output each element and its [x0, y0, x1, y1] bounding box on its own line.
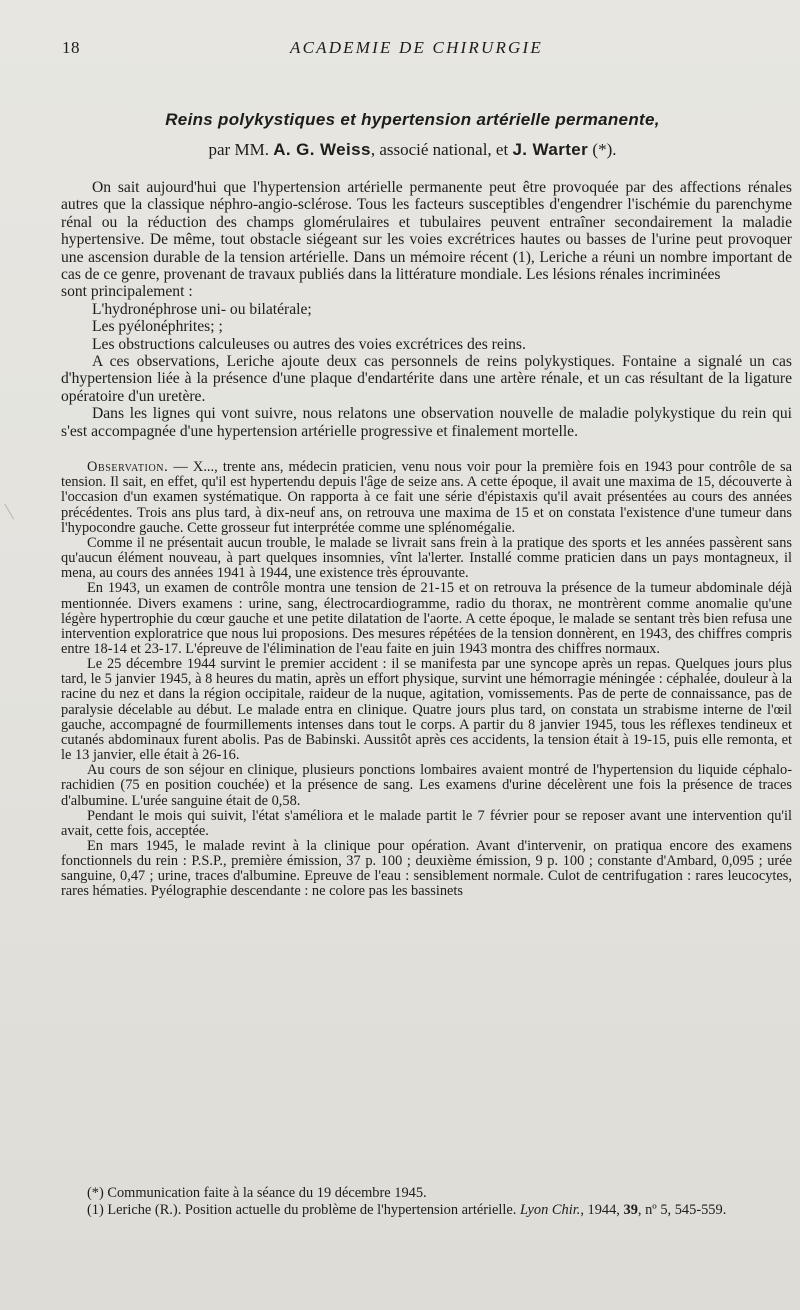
- article-body: [61, 179, 792, 900]
- observation-paragraph-6: Pendant le mois qui suivit, l'état s'améliora et le malade partit le 7 février pour se reposer avant une intervention qu'il avait, cette fois, acceptée.: [61, 807, 792, 839]
- intro-paragraph-2: A ces observations, Leriche ajoute deux cas personnels de reins polykystiques. Fontaine a signalé un cas d'hypertension liée à la présence d'une plaque d'endartérite dans une artère rénale, et un cas résultant de la ligature opératoire d'un uretère.: [61, 353, 792, 405]
- footnotes: [61, 1185, 792, 1218]
- footnote-2-journal: Lyon Chir.: [519, 1201, 581, 1218]
- lesion-list-item-3: Les obstructions calculeuses ou autres des voies excrétrices des reins.: [92, 335, 526, 353]
- observation-paragraph-1: [61, 460, 792, 536]
- article-title: Reins polykystiques et hypertension artérielle permanente,: [165, 110, 660, 129]
- observation-paragraph-4: Le 25 décembre 1944 survint le premier accident : il se manifesta par une syncope après un repas. Quelques jours plus tard, le 5 janvier 1945, à 8 heures du matin, après un effort physique, survint une hémorragie méningée : céphalée, douleur à la racine du nez et dans la région occipitale, raideur de la nuque, agitation, vomissements. Pas de perte de connaissance, pas de paralysie décelable au début. Le malade entra en clinique. Quatre jours plus tard, on constata un strabisme interne de l'œil gauche, accompagné de fourmillements intenses dans tout le corps. A partir du 8 janvier 1945, tous les réflexes tendineux et cutanés abdominaux furent abolis. Pas de Babinski. Aussitôt après ces accidents, la tension était à 19-15, puis elle remonta, et le 13 janvier, elle était à 26-16.: [61, 656, 792, 764]
- footnote-1: (*) Communication faite à la séance du 19 décembre 1945.: [87, 1185, 427, 1201]
- observation-paragraph-1-text: — X..., trente ans, médecin praticien, venu nous voir pour la première fois en 1943 pour contrôle de sa tension. Il sait, en effet, qu'il est hypertendu depuis l'âge de seize ans. A cette époque, il avait une maxima de 15, découverte à l'occasion d'un examen systématique. On rapporta à ce fait une série d'épistaxis qu'il avait présentées au cours des années précédentes. Trois ans plus tard, à dix-neuf ans, on retrouva une maxima de 15 et on constata l'existence d'une tumeur dans l'hypocondre gauche. Cette grosseur fut interprétée comme une splénomégalie.: [61, 459, 792, 536]
- byline-prefix: par MM.: [208, 140, 274, 159]
- page-header: [62, 38, 770, 62]
- footnote-2-volume: 39: [623, 1201, 638, 1218]
- byline-suffix: (*).: [588, 140, 617, 159]
- footnote-2-end: , nº 5, 545-559.: [637, 1201, 727, 1218]
- introduction: [61, 179, 792, 440]
- intro-paragraph-1: On sait aujourd'hui que l'hypertension artérielle permanente peut être provoquée par des affections rénales autres que la classique néphro-angio-sclérose. Tous les facteurs susceptibles d'engendrer l'ischémie du parenchyme rénal ou la réduction des champs glomérulaires et tubulaires peuvent entraîner secondairement la maladie hypertensive. De même, tout obstacle siégeant sur les voies excrétrices hautes ou basses de l'urine peut provoquer une ascension durable de la tension artérielle. Dans un mémoire récent (1), Leriche a réuni un nombre important de cas de ce genre, provenant de travaux publiés dans la littérature mondiale. Les lésions rénales incriminées: [61, 179, 792, 284]
- intro-paragraph-3: Dans les lignes qui vont suivre, nous relatons une observation nouvelle de maladie polykystique du rein qui s'est accompagnée d'une hypertension artérielle progressive et finalement mortelle.: [61, 405, 792, 440]
- observation-paragraph-2: Comme il ne présentait aucun trouble, le malade se livrait sans frein à la pratique des sports et les années passèrent sans qu'aucun élément nouveau, à part quelques insomnies, vînt la'lerter. Installé comme praticien dans un pays montagneux, il mena, au cours des années 1941 à 1944, une existence très éprouvante.: [61, 534, 792, 582]
- observation-paragraph-5: Au cours de son séjour en clinique, plusieurs ponctions lombaires avaient montré de l'hypertension du liquide céphalo-rachidien (75 en position couchée) et la présence de sang. Les examens d'urine décelèrent une fois la présence de traces d'albumine. L'urée sanguine était de 0,58.: [61, 762, 792, 809]
- lesion-list-item-2: Les pyélonéphrites; ;: [92, 318, 223, 336]
- intro-paragraph-1-end: sont principalement :: [61, 283, 193, 301]
- footnote-2-start: (1) Leriche (R.). Position actuelle du problème de l'hypertension artérielle.: [87, 1201, 520, 1218]
- article-byline: [60, 140, 765, 160]
- observation-paragraph-7: En mars 1945, le malade revint à la clinique pour opération. Avant d'intervenir, on pratiqua encore des examens fonctionnels du rein : P.S.P., première émission, 37 p. 100 ; deuxième émission, 9 p. 100 ; constante d'Ambard, 0,095 ; urée sanguine, 0,47 ; urine, traces d'albumine. Epreuve de l'eau : sensiblement normale. Culot de centrifugation : rares leucocytes, rares hématies. Pyélographie descendante : ne colore pas les bassinets: [61, 838, 792, 900]
- footnote-2-mid: , 1944,: [580, 1201, 624, 1218]
- observation-label: Observation.: [87, 459, 169, 476]
- observation-section: [61, 460, 792, 900]
- lesion-list-item-1: L'hydronéphrose uni- ou bilatérale;: [92, 300, 312, 318]
- page-number: 18: [62, 38, 80, 57]
- observation-paragraph-3: En 1943, un examen de contrôle montra une tension de 21-15 et on retrouva la présence de la tumeur abdominale déjà mentionnée. Divers examens : urine, sang, électrocardiogramme, radio du thorax, ne montrèrent comme anomalie qu'une légère hypertrophie du cœur gauche et une petite dilatation de l'aorte. A cette époque, le malade se sentant très bien refusa une intervention exploratrice que nous lui proposions. Des mesures répétées de la tension donnèrent, en 1943, des chiffres compris entre 18-14 et 23-17. L'épreuve de l'élimination de l'eau faite en juin 1943 montra des chiffres normaux.: [61, 580, 792, 657]
- byline-middle: , associé national, et: [370, 140, 513, 159]
- margin-pencil-mark: [4, 498, 23, 519]
- running-head: ACADEMIE DE CHIRURGIE: [290, 38, 543, 57]
- author-weiss: A. G. Weiss: [273, 140, 371, 159]
- footnote-2: [61, 1202, 792, 1219]
- author-warter: J. Warter: [512, 140, 589, 159]
